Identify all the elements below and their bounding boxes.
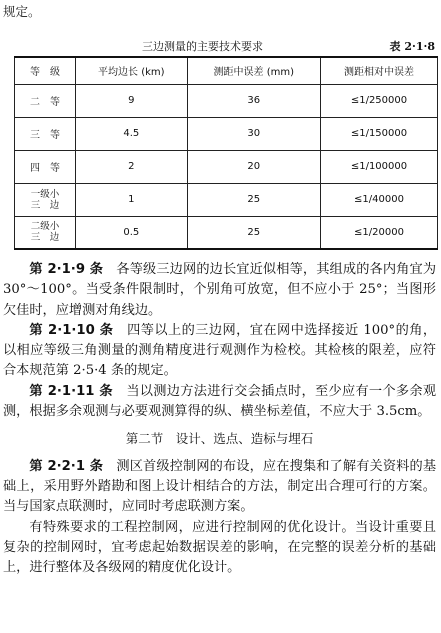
clause-text: 当以测边方法进行交会插点时，至少应有一个多余观测，根据多余观测与必要观测算得的纵、横坐标差值，不应大于 3.5cm。 — [3, 383, 437, 420]
cell-relative-error: ≤1/150000 — [320, 117, 437, 150]
cell-avg-side: 0.5 — [76, 216, 188, 249]
clause-number: 第 2·1·10 条 — [29, 322, 114, 338]
table-row — [15, 84, 438, 117]
table-row — [15, 117, 438, 150]
clause-number: 第 2·1·9 条 — [29, 262, 104, 277]
header-ranging-error: 测距中误差 (mm) — [187, 57, 320, 84]
cell-grade: 一级小 三 边 — [15, 183, 76, 216]
clause-2-1-10 — [3, 321, 436, 382]
table-row — [15, 150, 438, 183]
cell-relative-error: ≤1/250000 — [320, 84, 437, 117]
cell-avg-side: 2 — [76, 150, 188, 183]
clause-text: 各等级三边网的边长宜近似相等，其组成的各内角宜为 30°～100°。当受条件限制时，个别角可放宽，但不应小于 25°；当图形欠佳时，应增测对角线边。 — [3, 262, 437, 318]
section-heading: 第二节 设计、选点、造标与埋石 — [125, 431, 314, 447]
cell-grade: 二 等 — [15, 84, 76, 117]
cell-ranging-error: 25 — [187, 183, 320, 216]
clause-number: 第 2·2·1 条 — [29, 458, 104, 474]
cell-relative-error: ≤1/20000 — [320, 216, 437, 249]
cell-grade: 四 等 — [15, 150, 76, 183]
clause-2-2-1 — [3, 457, 436, 518]
table-row — [15, 216, 438, 249]
table-row — [15, 183, 438, 216]
cell-ranging-error: 36 — [187, 84, 320, 117]
clause-number: 第 2·1·11 条 — [29, 383, 113, 399]
cell-ranging-error: 25 — [187, 216, 320, 249]
cell-relative-error: ≤1/40000 — [320, 183, 437, 216]
header-relative-error: 测距相对中误差 — [320, 57, 437, 84]
header-grade: 等 级 — [15, 57, 76, 84]
top-text-fragment: 规定。 — [3, 4, 41, 19]
cell-avg-side: 4.5 — [76, 117, 188, 150]
table-header-row — [15, 57, 438, 84]
cell-ranging-error: 20 — [187, 150, 320, 183]
cell-grade: 三 等 — [15, 117, 76, 150]
cell-grade: 二级小 三 边 — [15, 216, 76, 249]
technical-requirements-table — [14, 56, 438, 250]
paragraph-optimization: 有特殊要求的工程控制网，应进行控制网的优化设计。当设计重要且复杂的控制网时，宜考虑起始数据误差的影响，在完整的误差分析的基础上，进行整体及各级网的精度优化设计。 — [3, 519, 436, 576]
clause-text: 四等以上的三边网，宜在网中选择接近 100°的角，以相应等级三角测量的测角精度进行观测作为检校。其检核的限差，应符合本规范第 2·5·4 条的规定。 — [3, 322, 437, 379]
clause-2-1-9 — [3, 260, 436, 321]
clause-2-1-11 — [3, 382, 436, 423]
header-avg-side: 平均边长 (km) — [76, 57, 188, 84]
clause-text: 测区首级控制网的布设，应在搜集和了解有关资料的基础上，采用野外踏勘和图上设计相结合的方法，制定出合理可行的方案。当与国家点联测时，应同时考虑联测方案。 — [3, 458, 437, 515]
cell-relative-error: ≤1/100000 — [320, 150, 437, 183]
table-title: 三边测量的主要技术要求 — [142, 40, 263, 53]
table-caption — [0, 38, 441, 54]
table-number: 表 2·1·8 — [389, 40, 435, 53]
cell-avg-side: 1 — [76, 183, 188, 216]
cell-avg-side: 9 — [76, 84, 188, 117]
cell-ranging-error: 30 — [187, 117, 320, 150]
body-text — [3, 260, 436, 578]
